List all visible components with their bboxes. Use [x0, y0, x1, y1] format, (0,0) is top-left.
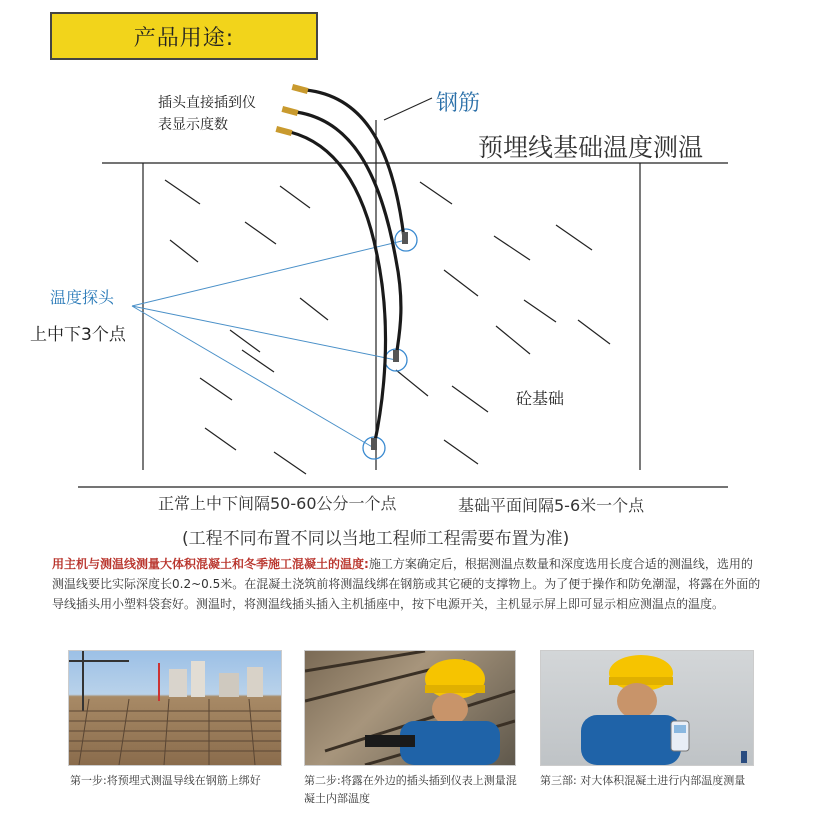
probe-label: 温度探头	[50, 288, 115, 307]
vertical-spacing-note: 正常上中下间隔50-60公分一个点	[158, 494, 397, 513]
step1-caption: 第一步:将预埋式测温导线在钢筋上绑好	[70, 774, 261, 787]
step2-photo	[304, 650, 516, 766]
layout-note: (工程不同布置不同以当地工程师工程需要布置为准)	[182, 529, 570, 549]
usage-highlight: 用主机与测温线测量大体积混凝土和冬季施工混凝土的温度:	[52, 557, 369, 571]
step1-photo	[68, 650, 282, 766]
section-title: 产品用途:	[50, 12, 318, 60]
horizontal-spacing-note: 基础平面间隔5-6米一个点	[458, 496, 645, 515]
plug-note: 插头直接插到仪 表显示度数	[158, 95, 256, 133]
plug-tips	[275, 84, 308, 136]
rebar-label: 钢筋	[436, 91, 481, 116]
foundation-label: 砼基础	[516, 389, 565, 408]
step2-caption: 第二步:将露在外边的插头插到仪表上测量混凝土内部温度	[304, 774, 517, 805]
step3-caption: 第三部: 对大体积混凝土进行内部温度测量	[540, 774, 746, 787]
rebar-pointer	[384, 98, 432, 120]
probe-pointers	[132, 240, 406, 448]
step3-photo	[540, 650, 754, 766]
sensor-cables	[290, 90, 404, 446]
usage-description	[52, 554, 764, 614]
usage-body: 施工方案确定后，根据测温点数量和深度选用长度合适的测温线，选用的测温线要比实际深度长0.2~0.5米。在混凝土浇筑前将测温线绑在钢筋或其它硬的支撑物上。为了便于操作和防免潮湿，将露在外面的导线插头用小塑料袋套好。测温时，将测温线插头插入主机插座中，按下电源开关，主机显示屏上即可显示相应测温点的温度。	[52, 557, 761, 611]
points-label: 上中下3个点	[30, 325, 126, 345]
diagram-title: 预埋线基础温度测温	[478, 133, 704, 162]
